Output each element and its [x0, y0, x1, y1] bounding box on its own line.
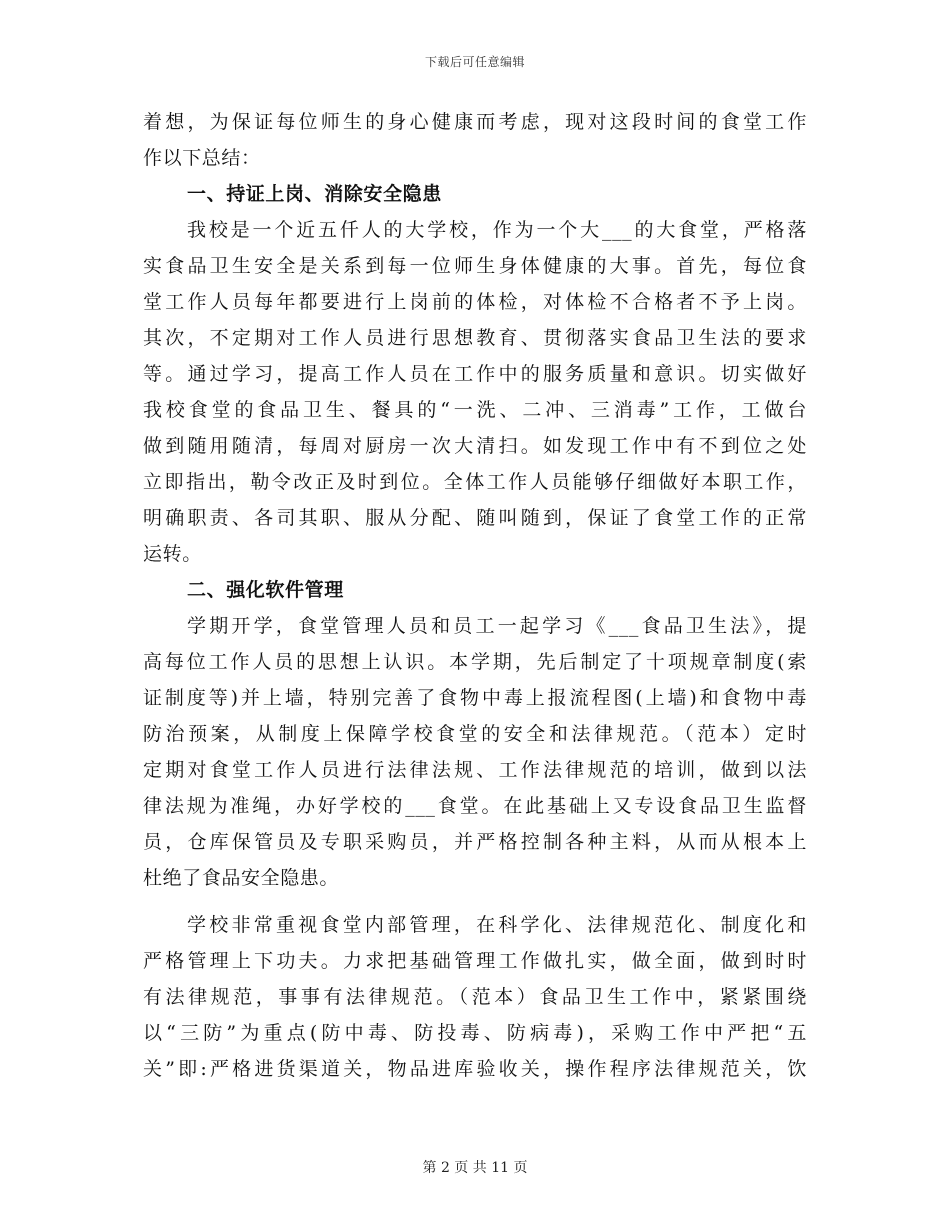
paragraph-line: 律法规为准绳，办好学校的___食堂。在此基础上又专设食品卫生监督 — [143, 795, 807, 817]
paragraph-line: 证制度等)并上墙，特别完善了食物中毒上报流程图(上墙)和食物中毒 — [143, 687, 807, 709]
paragraph-line: 学校非常重视食堂内部管理，在科学化、法律规范化、制度化和 — [187, 914, 807, 936]
paragraph-line: 关”即:严格进货渠道关，物品进库验收关，操作程序法律规范关，饮 — [143, 1058, 807, 1080]
section-heading: 二、强化软件管理 — [187, 579, 344, 601]
paragraph-line: 防治预案，从制度上保障学校食堂的安全和法律规范。（范本）定时 — [143, 723, 807, 745]
paragraph-line: 定期对食堂工作人员进行法律法规、工作法律规范的培训，做到以法 — [143, 759, 807, 781]
paragraph-line: 员，仓库保管员及专职采购员，并严格控制各种主料，从而从根本上 — [143, 831, 807, 853]
paragraph-line: 实食品卫生安全是关系到每一位师生身体健康的大事。首先，每位食 — [143, 255, 807, 277]
paragraph-gap — [143, 896, 807, 907]
paragraph-line: 高每位工作人员的思想上认识。本学期，先后制定了十项规章制度(索 — [143, 651, 807, 673]
paragraph-line: 有法律规范，事事有法律规范。（范本）食品卫生工作中，紧紧围绕 — [143, 986, 807, 1008]
document-body — [143, 104, 807, 1087]
page-header: 下载后可任意编辑 — [424, 55, 525, 69]
paragraph-line: 运转。 — [143, 543, 202, 565]
page-footer: 第 2 页 共 11 页 — [422, 1160, 528, 1176]
paragraph-line: 做到随用随清，每周对厨房一次大清扫。如发现工作中有不到位之处 — [143, 435, 807, 457]
paragraph-line: 作以下总结： — [143, 147, 261, 169]
paragraph-line: 明确职责、各司其职、服从分配、随叫随到，保证了食堂工作的正常 — [143, 507, 807, 529]
paragraph-line: 严格管理上下功夫。力求把基础管理工作做扎实，做全面，做到时时 — [143, 950, 807, 972]
paragraph-line: 着想，为保证每位师生的身心健康而考虑，现对这段时间的食堂工作 — [143, 111, 807, 133]
paragraph-line: 其次，不定期对工作人员进行思想教育、贯彻落实食品卫生法的要求 — [143, 327, 807, 349]
paragraph-line: 我校是一个近五仟人的大学校，作为一个大___的大食堂，严格落 — [187, 219, 807, 241]
paragraph-line: 以“三防”为重点(防中毒、防投毒、防病毒)，采购工作中严把“五 — [143, 1022, 807, 1044]
paragraph-line: 我校食堂的食品卫生、餐具的“一洗、二冲、三消毒”工作，工做台 — [143, 399, 807, 421]
paragraph-line: 学期开学，食堂管理人员和员工一起学习《___食品卫生法》，提 — [187, 615, 807, 637]
section-heading: 一、持证上岗、消除安全隐患 — [187, 183, 442, 205]
paragraph-line: 等。通过学习，提高工作人员在工作中的服务质量和意识。切实做好 — [143, 363, 807, 385]
paragraph-line: 杜绝了食品安全隐患。 — [143, 867, 340, 889]
paragraph-line: 堂工作人员每年都要进行上岗前的体检，对体检不合格者不予上岗。 — [143, 291, 807, 313]
paragraph-line: 立即指出，勒令改正及时到位。全体工作人员能够仔细做好本职工作， — [143, 471, 807, 493]
